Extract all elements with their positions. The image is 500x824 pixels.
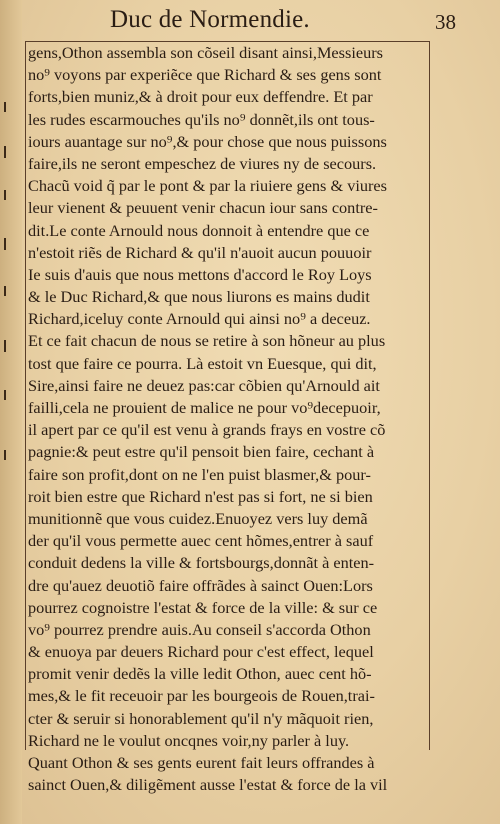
text-line: Richard,iceluy conte Arnould qui ainsi no⁹ a deceuz. — [28, 309, 371, 329]
text-line: il apert par ce qu'il est venu à grands frays en vostre cõ — [28, 420, 386, 440]
text-line: promit venir dedẽs la ville ledit Othon, auec cent hõ- — [28, 664, 372, 684]
text-line: dit.Le conte Arnould nous donnoit à entendre que ce — [28, 220, 370, 240]
text-line: tost que faire ce pourra. Là estoit vn Euesque, qui dit, — [28, 353, 377, 373]
text-line: forts,bien muniz,& à droit pour eux deffendre. Et par — [28, 87, 373, 107]
text-line: & le Duc Richard,& que nous liurons es mains dudit — [28, 287, 370, 307]
text-line: mes,& le fit receuoir par les bourgeois de Rouen,trai- — [28, 686, 375, 706]
text-line: n'estoit riẽs de Richard & qu'il n'auoit aucun pouuoir — [28, 242, 372, 262]
text-line: pagnie:& peut estre qu'il pensoit bien faire, cechant à — [28, 442, 375, 462]
text-line: Et ce fait chacun de nous se retire à son hõneur au plus — [28, 331, 386, 351]
text-line: failli,cela ne prouient de malice ne pour vo⁹decepuoir, — [28, 398, 381, 417]
text-line: les rudes escarmouches qu'ils no⁹ donnẽt,ils ont tous- — [28, 109, 375, 129]
page-header — [110, 4, 470, 40]
text-line: gens,Othon assembla son cõseil disant ainsi,Messieurs — [28, 43, 383, 62]
text-line: iours auantage sur no⁹,& pour chose que nous puissons — [28, 131, 387, 151]
text-line: & enuoya par deuers Richard pour c'est effect, lequel — [28, 642, 374, 662]
running-title: Duc de Normendie. — [110, 6, 310, 33]
frame-rule-right — [429, 42, 430, 750]
text-line: Chacũ void q̃ par le pont & par la riuiere gens & viures — [28, 176, 387, 196]
text-line: no⁹ voyons par experiẽce que Richard & ses gens sont — [28, 65, 382, 85]
text-line: munitionnẽ que vous cuidez.Enuoyez vers luy demã — [28, 508, 368, 528]
margin-marks — [2, 90, 20, 510]
text-line: faire son profit,dont on ne l'en puist blasmer,& pour- — [28, 464, 371, 484]
text-line: sainct Ouen,& diligẽment ausse l'estat & force de la vil — [28, 775, 388, 795]
text-line: pourrez cognoistre l'estat & force de la ville: & sur ce — [28, 597, 378, 617]
body-text — [28, 42, 428, 796]
text-line: Quant Othon & ses gents eurent fait leurs offrandes à — [28, 753, 375, 772]
text-line: Ie suis d'auis que nous mettons d'accord le Roy Loys — [28, 264, 372, 284]
text-line: roit bien estre que Richard n'est pas si fort, ne si bien — [28, 486, 373, 506]
page-number: 38 — [435, 10, 456, 34]
text-line: der qu'il vous permette auec cent hõmes,entrer à sauf — [28, 531, 374, 551]
text-line: cter & seruir si honorablement qu'il n'y mãquoit rien, — [28, 708, 374, 728]
text-line: leur vienent & peuuent venir chacun iour sans contre- — [28, 198, 378, 218]
text-line: conduit dedens la ville & fortsbourgs,donnãt à enten- — [28, 553, 375, 573]
text-line: vo⁹ pourrez prendre auis.Au conseil s'accorda Othon — [28, 619, 371, 639]
text-line: faire,ils ne seront empeschez de viures ny de secours. — [28, 153, 377, 173]
text-line: Sire,ainsi faire ne deuez pas:car cõbien qu'Arnould ait — [28, 375, 380, 395]
text-line: Richard ne le voulut oncqnes voir,ny parler à luy. — [28, 730, 350, 750]
text-line: dre qu'auez deuotiõ faire offrãdes à sainct Ouen:Lors — [28, 575, 373, 595]
frame-rule-left — [25, 42, 26, 750]
